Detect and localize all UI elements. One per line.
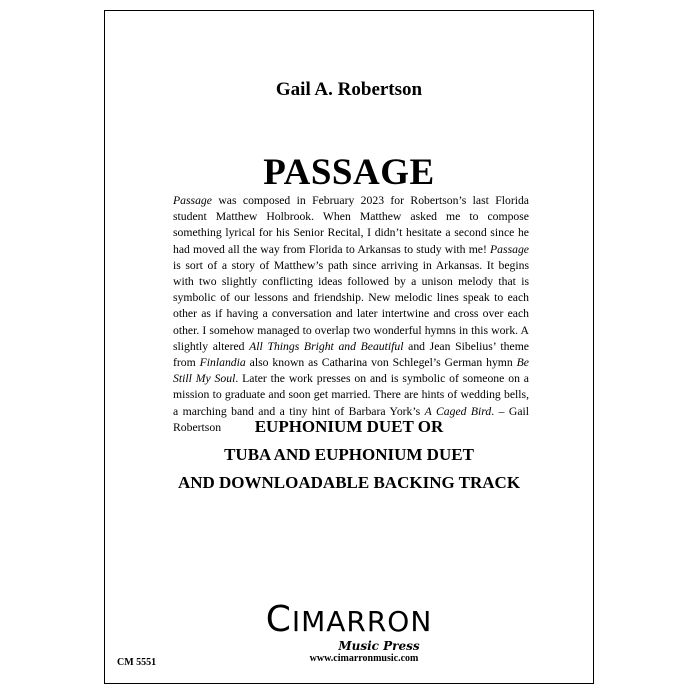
instrumentation-block [105, 413, 593, 497]
notes-italic-caged-bird: A Caged Bird [424, 404, 492, 418]
publisher-logo [105, 599, 593, 664]
publisher-subtitle: Music Press [338, 639, 420, 653]
publisher-name [105, 599, 593, 640]
piece-title: PASSAGE [263, 152, 435, 193]
notes-text-4: also known as Catharina von Schlegel’s German hymn [245, 356, 517, 370]
notes-text-5: . Later the work presses on and is symbolic of someone on a mission to graduate and soon get married. There are hints of wedding bells, a marching band and a tiny hint of Barbara York’s [173, 372, 529, 418]
catalog-number: CM 5551 [117, 657, 157, 668]
publisher-name-rest: IMARRON [291, 605, 433, 638]
notes-italic-title-2: Passage [490, 242, 529, 256]
notes-italic-hymn-1: All Things Bright and Beautiful [249, 339, 404, 353]
notes-italic-title: Passage [173, 194, 212, 207]
notes-text-3: and Jean Sibelius’ theme from [173, 339, 529, 370]
publisher-name-initial: C [265, 599, 292, 640]
publisher-url: www.cimarronmusic.com [309, 653, 419, 664]
notes-text-1: was composed in February 2023 for Robertson’s last Florida student Matthew Holbrook. When Matthew asked me to compose something lyrical for his Senior Recital, I didn’t hesitate a second since he had moved all the way from Florida to Arkansas to study with me! [173, 194, 529, 256]
sheet-music-cover [104, 10, 594, 684]
notes-italic-hymn-2: Be Still My Soul [173, 356, 529, 386]
instrumentation-line-1: EUPHONIUM DUET OR [254, 417, 444, 436]
program-notes [173, 193, 529, 436]
composer-name: Gail A. Robertson [275, 79, 423, 100]
instrumentation-line-2: TUBA AND EUPHONIUM DUET [224, 445, 474, 464]
notes-italic-finlandia: Finlandia [199, 356, 246, 370]
notes-text-6: . – Gail Robertson [173, 404, 529, 434]
notes-text-2: is sort of a story of Matthew’s path since arriving in Arkansas. It begins with two slightly conflicting ideas followed by a unison melody that is symbolic of our lessons and friendship. New melodic lines speak to each other as if having a conversation and later intertwine and cross over each other. I somehow managed to overlap two wonderful hymns in this work. A slightly altered [173, 258, 529, 353]
instrumentation-line-3: AND DOWNLOADABLE BACKING TRACK [177, 473, 521, 492]
